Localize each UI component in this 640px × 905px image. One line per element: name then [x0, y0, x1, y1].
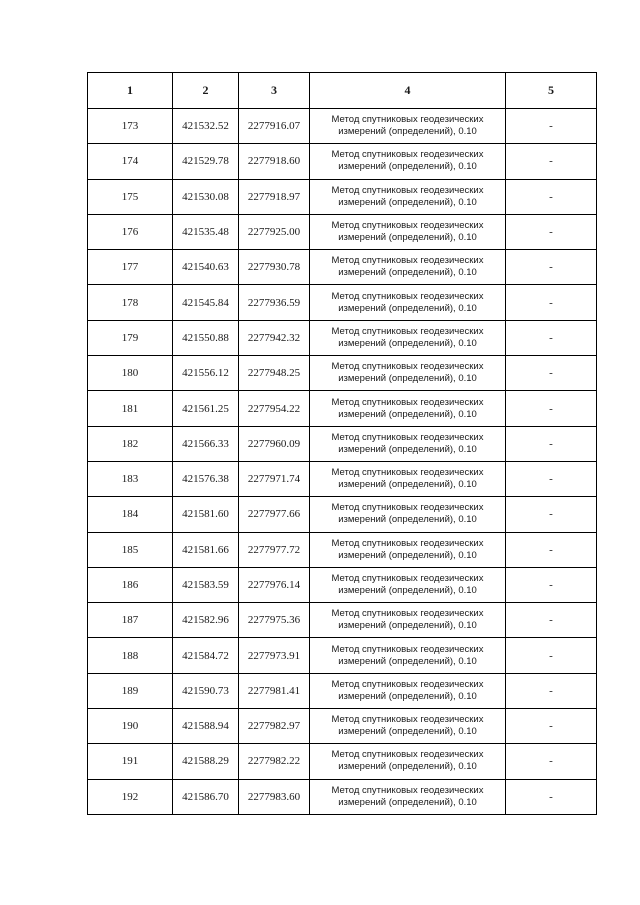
method-line-1: Метод спутниковых геодезических: [331, 114, 484, 126]
method-line-2: измерений (определений), 0.10: [338, 549, 477, 561]
table-row: [88, 744, 597, 779]
header-col-1: 1: [88, 73, 173, 109]
point-number-cell: 175: [88, 179, 173, 214]
note-cell: -: [506, 320, 597, 355]
table-row: [88, 779, 597, 814]
method-line-2: измерений (определений), 0.10: [338, 655, 477, 667]
method-line-1: Метод спутниковых геодезических: [331, 784, 484, 796]
y-coordinate-cell: 2277918.97: [239, 179, 310, 214]
x-coordinate-cell: 421581.60: [173, 497, 239, 532]
method-line-1: Метод спутниковых геодезических: [331, 255, 484, 267]
y-coordinate-cell: 2277948.25: [239, 356, 310, 391]
y-coordinate-cell: 2277982.97: [239, 709, 310, 744]
method-line-1: Метод спутниковых геодезических: [331, 361, 484, 373]
method-line-1: Метод спутниковых геодезических: [331, 749, 484, 761]
method-line-2: измерений (определений), 0.10: [338, 126, 477, 138]
y-coordinate-cell: 2277982.22: [239, 744, 310, 779]
method-cell: [310, 567, 506, 602]
table-row: [88, 214, 597, 249]
method-line-1: Метод спутниковых геодезических: [331, 502, 484, 514]
note-cell: -: [506, 285, 597, 320]
point-number-cell: 186: [88, 567, 173, 602]
y-coordinate-cell: 2277954.22: [239, 391, 310, 426]
y-coordinate-cell: 2277942.32: [239, 320, 310, 355]
method-cell: [310, 497, 506, 532]
point-number-cell: 183: [88, 461, 173, 496]
method-line-1: Метод спутниковых геодезических: [331, 396, 484, 408]
table-row: [88, 567, 597, 602]
point-number-cell: 184: [88, 497, 173, 532]
method-cell: [310, 144, 506, 179]
method-line-1: Метод спутниковых геодезических: [331, 325, 484, 337]
note-cell: -: [506, 214, 597, 249]
x-coordinate-cell: 421583.59: [173, 567, 239, 602]
method-cell: [310, 109, 506, 144]
method-line-1: Метод спутниковых геодезических: [331, 714, 484, 726]
x-coordinate-cell: 421532.52: [173, 109, 239, 144]
y-coordinate-cell: 2277981.41: [239, 673, 310, 708]
method-cell: [310, 285, 506, 320]
x-coordinate-cell: 421588.94: [173, 709, 239, 744]
method-cell: [310, 673, 506, 708]
x-coordinate-cell: 421590.73: [173, 673, 239, 708]
note-cell: -: [506, 356, 597, 391]
y-coordinate-cell: 2277918.60: [239, 144, 310, 179]
method-line-1: Метод спутниковых геодезических: [331, 467, 484, 479]
method-cell: [310, 744, 506, 779]
method-line-1: Метод спутниковых геодезических: [331, 608, 484, 620]
note-cell: -: [506, 638, 597, 673]
method-line-2: измерений (определений), 0.10: [338, 726, 477, 738]
table-row: [88, 603, 597, 638]
y-coordinate-cell: 2277925.00: [239, 214, 310, 249]
note-cell: -: [506, 179, 597, 214]
note-cell: -: [506, 673, 597, 708]
method-line-2: измерений (определений), 0.10: [338, 479, 477, 491]
method-cell: [310, 779, 506, 814]
method-cell: [310, 603, 506, 638]
method-line-1: Метод спутниковых геодезических: [331, 431, 484, 443]
method-line-1: Метод спутниковых геодезических: [331, 643, 484, 655]
method-line-2: измерений (определений), 0.10: [338, 585, 477, 596]
note-cell: -: [506, 461, 597, 496]
method-cell: [310, 709, 506, 744]
table-body: [88, 109, 597, 815]
point-number-cell: 181: [88, 391, 173, 426]
method-line-2: измерений (определений), 0.10: [338, 443, 477, 455]
method-cell: [310, 320, 506, 355]
point-number-cell: 173: [88, 109, 173, 144]
table-row: [88, 320, 597, 355]
table-row: [88, 673, 597, 708]
table-row: [88, 179, 597, 214]
table-row: [88, 109, 597, 144]
note-cell: -: [506, 391, 597, 426]
note-cell: -: [506, 603, 597, 638]
point-number-cell: 192: [88, 779, 173, 814]
point-number-cell: 174: [88, 144, 173, 179]
point-number-cell: 176: [88, 214, 173, 249]
method-line-2: измерений (определений), 0.10: [338, 373, 477, 385]
y-coordinate-cell: 2277916.07: [239, 109, 310, 144]
method-line-2: измерений (определений), 0.10: [338, 302, 477, 314]
method-cell: [310, 391, 506, 426]
x-coordinate-cell: 421561.25: [173, 391, 239, 426]
table-header: [88, 73, 597, 109]
method-line-2: измерений (определений), 0.10: [338, 267, 477, 279]
note-cell: -: [506, 250, 597, 285]
method-line-1: Метод спутниковых геодезических: [331, 573, 484, 584]
method-line-2: измерений (определений), 0.10: [338, 514, 477, 526]
method-line-1: Метод спутниковых геодезических: [331, 184, 484, 196]
point-number-cell: 182: [88, 426, 173, 461]
table-row: [88, 497, 597, 532]
table-row: [88, 532, 597, 567]
header-col-4: 4: [310, 73, 506, 109]
x-coordinate-cell: 421582.96: [173, 603, 239, 638]
coordinates-table: [87, 72, 597, 815]
method-cell: [310, 532, 506, 567]
x-coordinate-cell: 421535.48: [173, 214, 239, 249]
header-col-3: 3: [239, 73, 310, 109]
table-row: [88, 426, 597, 461]
x-coordinate-cell: 421545.84: [173, 285, 239, 320]
point-number-cell: 177: [88, 250, 173, 285]
table-row: [88, 144, 597, 179]
y-coordinate-cell: 2277971.74: [239, 461, 310, 496]
point-number-cell: 180: [88, 356, 173, 391]
note-cell: -: [506, 779, 597, 814]
note-cell: -: [506, 709, 597, 744]
y-coordinate-cell: 2277960.09: [239, 426, 310, 461]
method-cell: [310, 638, 506, 673]
note-cell: -: [506, 144, 597, 179]
method-line-2: измерений (определений), 0.10: [338, 761, 477, 773]
y-coordinate-cell: 2277977.72: [239, 532, 310, 567]
note-cell: -: [506, 497, 597, 532]
method-line-1: Метод спутниковых геодезических: [331, 678, 484, 690]
x-coordinate-cell: 421576.38: [173, 461, 239, 496]
method-line-2: измерений (определений), 0.10: [338, 408, 477, 420]
x-coordinate-cell: 421584.72: [173, 638, 239, 673]
method-line-2: измерений (определений), 0.10: [338, 620, 477, 632]
method-line-1: Метод спутниковых геодезических: [331, 290, 484, 302]
method-line-2: измерений (определений), 0.10: [338, 337, 477, 349]
table-row: [88, 285, 597, 320]
note-cell: -: [506, 567, 597, 602]
note-cell: -: [506, 532, 597, 567]
table-row: [88, 638, 597, 673]
point-number-cell: 187: [88, 603, 173, 638]
point-number-cell: 188: [88, 638, 173, 673]
x-coordinate-cell: 421588.29: [173, 744, 239, 779]
method-line-2: измерений (определений), 0.10: [338, 796, 477, 808]
table-row: [88, 250, 597, 285]
note-cell: -: [506, 426, 597, 461]
x-coordinate-cell: 421586.70: [173, 779, 239, 814]
method-cell: [310, 214, 506, 249]
point-number-cell: 179: [88, 320, 173, 355]
table-row: [88, 356, 597, 391]
method-cell: [310, 426, 506, 461]
y-coordinate-cell: 2277930.78: [239, 250, 310, 285]
y-coordinate-cell: 2277975.36: [239, 603, 310, 638]
note-cell: -: [506, 109, 597, 144]
y-coordinate-cell: 2277977.66: [239, 497, 310, 532]
y-coordinate-cell: 2277936.59: [239, 285, 310, 320]
header-col-2: 2: [173, 73, 239, 109]
point-number-cell: 189: [88, 673, 173, 708]
method-line-2: измерений (определений), 0.10: [338, 161, 477, 173]
method-cell: [310, 179, 506, 214]
point-number-cell: 178: [88, 285, 173, 320]
x-coordinate-cell: 421529.78: [173, 144, 239, 179]
header-col-5: 5: [506, 73, 597, 109]
x-coordinate-cell: 421581.66: [173, 532, 239, 567]
x-coordinate-cell: 421550.88: [173, 320, 239, 355]
method-line-2: измерений (определений), 0.10: [338, 196, 477, 208]
method-cell: [310, 356, 506, 391]
method-line-1: Метод спутниковых геодезических: [331, 220, 484, 232]
table-row: [88, 709, 597, 744]
table-row: [88, 461, 597, 496]
method-line-1: Метод спутниковых геодезических: [331, 537, 484, 549]
point-number-cell: 185: [88, 532, 173, 567]
y-coordinate-cell: 2277983.60: [239, 779, 310, 814]
x-coordinate-cell: 421556.12: [173, 356, 239, 391]
method-cell: [310, 461, 506, 496]
x-coordinate-cell: 421530.08: [173, 179, 239, 214]
header-row: [88, 73, 597, 109]
method-line-2: измерений (определений), 0.10: [338, 690, 477, 702]
y-coordinate-cell: 2277976.14: [239, 567, 310, 602]
method-cell: [310, 250, 506, 285]
y-coordinate-cell: 2277973.91: [239, 638, 310, 673]
x-coordinate-cell: 421566.33: [173, 426, 239, 461]
x-coordinate-cell: 421540.63: [173, 250, 239, 285]
method-line-2: измерений (определений), 0.10: [338, 232, 477, 244]
method-line-1: Метод спутниковых геодезических: [331, 149, 484, 161]
point-number-cell: 190: [88, 709, 173, 744]
table-row: [88, 391, 597, 426]
note-cell: -: [506, 744, 597, 779]
point-number-cell: 191: [88, 744, 173, 779]
